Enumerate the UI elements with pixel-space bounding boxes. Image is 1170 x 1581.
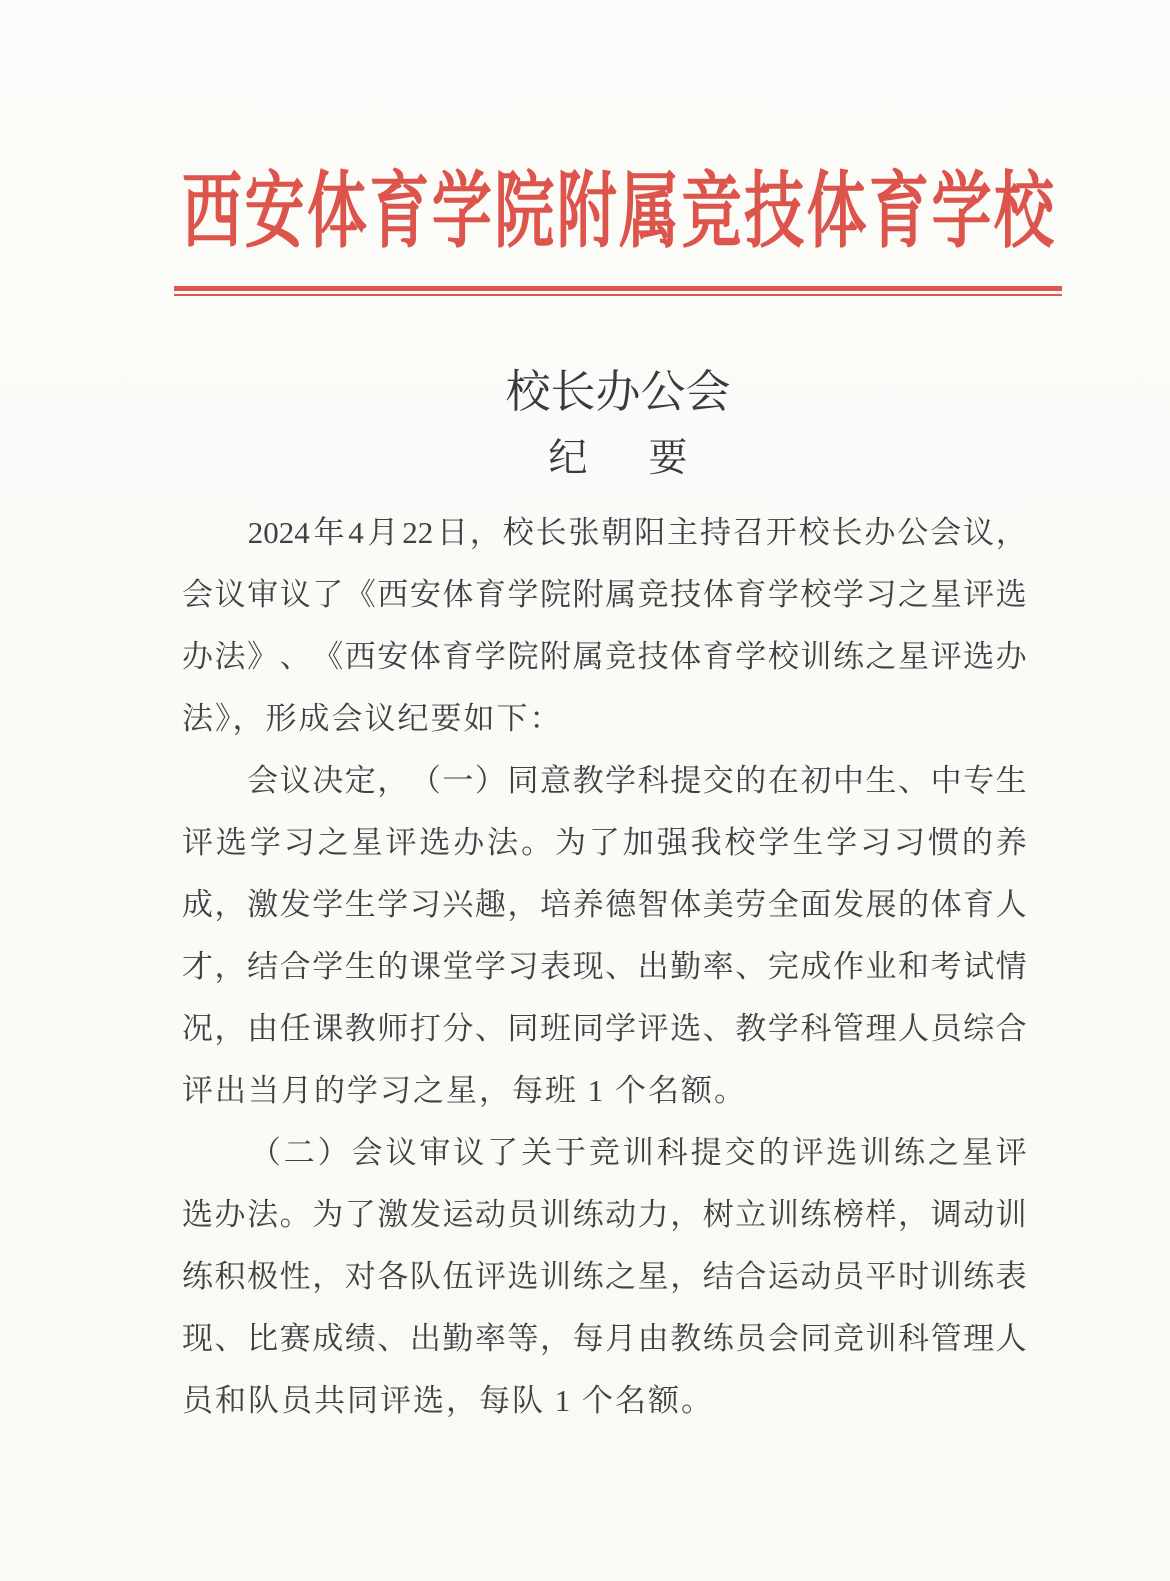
body-line: 才 ， 结 合 学 生 的 课 堂 学 习 表 现 、 出 勤 率 、 完 成 作 业 和 考 试 情 bbox=[182, 949, 1027, 984]
body-line: 2024 年 4 月 22 日 ， 校 长 张 朝 阳 主 持 召 开 校 长 办 公 会 议 ， bbox=[247, 515, 1027, 550]
body-line: 评出当月的学习之星，每班 1 个名额。 bbox=[182, 1073, 747, 1108]
rule-thin-line bbox=[174, 294, 1062, 296]
body-line: 成 ， 激 发 学 生 学 习 兴 趣 ， 培 养 德 智 体 美 劳 全 面 发 展 的 体 育 人 bbox=[182, 887, 1027, 922]
body-line: 会 议 决 定 ， （ 一 ） 同 意 教 学 科 提 交 的 在 初 中 生 、 中 专 生 bbox=[247, 763, 1027, 798]
doc-body bbox=[182, 502, 1027, 1432]
doc-subtitle: 纪 要 bbox=[548, 437, 699, 480]
letterhead-rule bbox=[174, 286, 1062, 296]
body-line: 练 积 极 性 ， 对 各 队 伍 评 选 训 练 之 星 ， 结 合 运 动 员 平 时 训 练 表 bbox=[182, 1259, 1027, 1294]
body-line: 现 、 比 赛 成 绩 、 出 勤 率 等 ， 每 月 由 教 练 员 会 同 竞 训 科 管 理 人 bbox=[182, 1321, 1027, 1356]
paragraph-2 bbox=[182, 750, 1027, 1122]
letterhead bbox=[182, 166, 1054, 258]
body-line: （ 二 ） 会 议 审 议 了 关 于 竞 训 科 提 交 的 评 选 训 练 之 星 评 bbox=[249, 1135, 1027, 1170]
paragraph-1 bbox=[182, 502, 1027, 750]
doc-title: 校长办公会 bbox=[505, 367, 731, 417]
body-line: 况 ， 由 任 课 教 师 打 分 、 同 班 同 学 评 选 、 教 学 科 管 理 人 员 综 合 bbox=[182, 1011, 1027, 1046]
paragraph-3 bbox=[182, 1122, 1027, 1432]
body-line: 员和队员共同评选，每队 1 个名额。 bbox=[182, 1383, 714, 1418]
body-line: 法》，形成会议纪要如下： bbox=[182, 701, 563, 736]
letterhead-school-name: 西 安 体 育 学 院 附 属 竞 技 体 育 学 校 bbox=[182, 166, 1054, 258]
body-line: 办 法 》 、 《 西 安 体 育 学 院 附 属 竞 技 体 育 学 校 训 练 之 星 评 选 办 bbox=[182, 639, 1027, 674]
document-content bbox=[182, 166, 1054, 1432]
body-line: 评 选 学 习 之 星 评 选 办 法 。 为 了 加 强 我 校 学 生 学 习 习 惯 的 养 bbox=[182, 825, 1027, 860]
body-line: 选 办 法 。 为 了 激 发 运 动 员 训 练 动 力 ， 树 立 训 练 榜 样 ， 调 动 训 bbox=[182, 1197, 1027, 1232]
body-line: 会 议 审 议 了 《 西 安 体 育 学 院 附 属 竞 技 体 育 学 校 学 习 之 星 评 选 bbox=[182, 577, 1027, 612]
